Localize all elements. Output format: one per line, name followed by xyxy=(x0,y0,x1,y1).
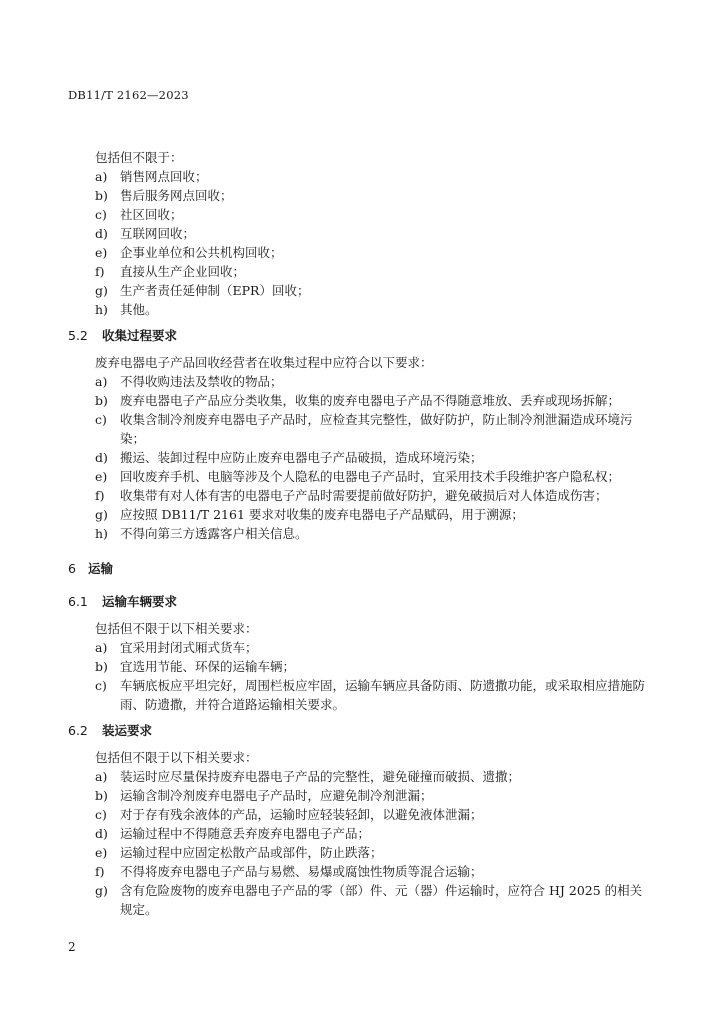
list-item xyxy=(68,467,648,486)
list-marker: g) xyxy=(95,883,108,898)
list-item xyxy=(68,505,648,524)
section-title: 运输 xyxy=(88,561,114,576)
list-marker: c) xyxy=(95,678,107,693)
section-title: 运输车辆要求 xyxy=(102,594,178,609)
list-item xyxy=(68,486,648,505)
section-6-2-list xyxy=(68,767,648,919)
section-6-1-heading xyxy=(68,592,648,611)
list-text: 生产者责任延伸制（EPR）回收； xyxy=(120,283,310,298)
list-text: 回收废弃手机、电脑等涉及个人隐私的电器电子产品时，宜采用技术手段维护客户隐私权； xyxy=(120,469,621,484)
list-marker: e) xyxy=(95,469,108,484)
list-item xyxy=(68,410,648,448)
list-item xyxy=(68,676,648,714)
section-title: 收集过程要求 xyxy=(102,328,178,343)
list-marker: h) xyxy=(95,302,108,317)
list-text: 收集含制冷剂废弃电器电子产品时，应检查其完整性，做好防护，防止制冷剂泄漏造成环境污染； xyxy=(120,412,633,446)
list-item xyxy=(68,805,648,824)
list-item xyxy=(68,167,648,186)
list-marker: g) xyxy=(95,283,108,298)
section-5-2-intro: 废弃电器电子产品回收经营者在收集过程中应符合以下要求： xyxy=(95,355,433,370)
block1-list xyxy=(68,167,648,319)
list-item xyxy=(68,186,648,205)
list-item xyxy=(68,638,648,657)
list-marker: b) xyxy=(95,788,108,803)
section-title: 装运要求 xyxy=(102,723,153,738)
list-text: 不得收购违法及禁收的物品； xyxy=(120,374,283,389)
section-5-2-list xyxy=(68,372,648,543)
list-text: 含有危险废物的废弃电器电子产品的零（部）件、元（器）件运输时，应符合 HJ 2025 的相关规定。 xyxy=(120,883,643,917)
list-item xyxy=(68,448,648,467)
section-6-2-heading xyxy=(68,721,648,740)
section-6-heading xyxy=(68,559,648,578)
list-marker: c) xyxy=(95,807,107,822)
list-marker: a) xyxy=(95,169,108,184)
section-6-1-list xyxy=(68,638,648,714)
list-marker: e) xyxy=(95,845,108,860)
list-text: 运输过程中不得随意丢弃废弃电器电子产品； xyxy=(120,826,371,841)
list-text: 互联网回收； xyxy=(120,226,196,241)
list-text: 收集带有对人体有害的电器电子产品时需要提前做好防护，避免破损后对人体造成伤害； xyxy=(120,488,608,503)
list-text: 运输过程中应固定松散产品或部件，防止跌落； xyxy=(120,845,383,860)
list-item xyxy=(68,524,648,543)
list-text: 不得向第三方透露客户相关信息。 xyxy=(120,526,308,541)
list-text: 装运时应尽量保持废弃电器电子产品的完整性，避免碰撞而破损、遗撒； xyxy=(120,769,521,784)
list-text: 宜选用节能、环保的运输车辆； xyxy=(120,659,296,674)
block1-intro: 包括但不限于： xyxy=(95,150,183,165)
page-number: 2 xyxy=(68,940,76,954)
list-text: 对于存有残余液体的产品，运输时应轻装轻卸，以避免液体泄漏； xyxy=(120,807,483,822)
list-item xyxy=(68,391,648,410)
list-text: 不得将废弃电器电子产品与易燃、易爆或腐蚀性物质等混合运输； xyxy=(120,864,483,879)
list-marker: f) xyxy=(95,264,105,279)
list-text: 应按照 DB11/T 2161 要求对收集的废弃电器电子产品赋码，用于溯源； xyxy=(120,507,524,522)
list-item xyxy=(68,281,648,300)
list-item xyxy=(68,786,648,805)
list-item xyxy=(68,243,648,262)
list-item xyxy=(68,224,648,243)
list-text: 销售网点回收； xyxy=(120,169,208,184)
list-text: 运输含制冷剂废弃电器电子产品时，应避免制冷剂泄漏； xyxy=(120,788,433,803)
section-number: 6.1 xyxy=(68,594,88,609)
list-item xyxy=(68,205,648,224)
list-text: 社区回收； xyxy=(120,207,183,222)
list-marker: f) xyxy=(95,864,105,879)
list-text: 售后服务网点回收； xyxy=(120,188,233,203)
list-item xyxy=(68,881,648,919)
list-marker: f) xyxy=(95,488,105,503)
list-marker: e) xyxy=(95,245,108,260)
list-marker: b) xyxy=(95,393,108,408)
list-marker: h) xyxy=(95,526,108,541)
list-item xyxy=(68,657,648,676)
section-number: 6 xyxy=(68,561,76,576)
list-text: 直接从生产企业回收； xyxy=(120,264,246,279)
list-item xyxy=(68,300,648,319)
section-number: 5.2 xyxy=(68,328,88,343)
list-text: 宜采用封闭式厢式货车； xyxy=(120,640,258,655)
list-marker: c) xyxy=(95,207,107,222)
list-text: 企事业单位和公共机构回收； xyxy=(120,245,283,260)
section-5-2-heading xyxy=(68,326,648,345)
list-item xyxy=(68,862,648,881)
page-content xyxy=(68,148,648,919)
list-text: 车辆底板应平坦完好，周围栏板应牢固，运输车辆应具备防雨、防遗撒功能，或采取相应措施防雨、防遗撒，并符合道路运输相关要求。 xyxy=(120,678,646,712)
list-marker: b) xyxy=(95,659,108,674)
list-marker: d) xyxy=(95,450,108,465)
list-item xyxy=(68,372,648,391)
page-header-doc-id: DB11/T 2162—2023 xyxy=(68,88,189,102)
list-marker: g) xyxy=(95,507,108,522)
list-marker: c) xyxy=(95,412,107,427)
list-marker: d) xyxy=(95,226,108,241)
list-text: 其他。 xyxy=(120,302,158,317)
list-text: 搬运、装卸过程中应防止废弃电器电子产品破损，造成环境污染； xyxy=(120,450,483,465)
list-item xyxy=(68,824,648,843)
list-marker: d) xyxy=(95,826,108,841)
section-number: 6.2 xyxy=(68,723,88,738)
list-marker: a) xyxy=(95,640,108,655)
list-marker: a) xyxy=(95,769,108,784)
list-marker: a) xyxy=(95,374,108,389)
section-6-2-intro: 包括但不限于以下相关要求： xyxy=(95,750,258,765)
list-marker: b) xyxy=(95,188,108,203)
section-6-1-intro: 包括但不限于以下相关要求： xyxy=(95,621,258,636)
list-item xyxy=(68,767,648,786)
list-item xyxy=(68,262,648,281)
list-item xyxy=(68,843,648,862)
list-text: 废弃电器电子产品应分类收集，收集的废弃电器电子产品不得随意堆放、丢弃或现场拆解； xyxy=(120,393,621,408)
